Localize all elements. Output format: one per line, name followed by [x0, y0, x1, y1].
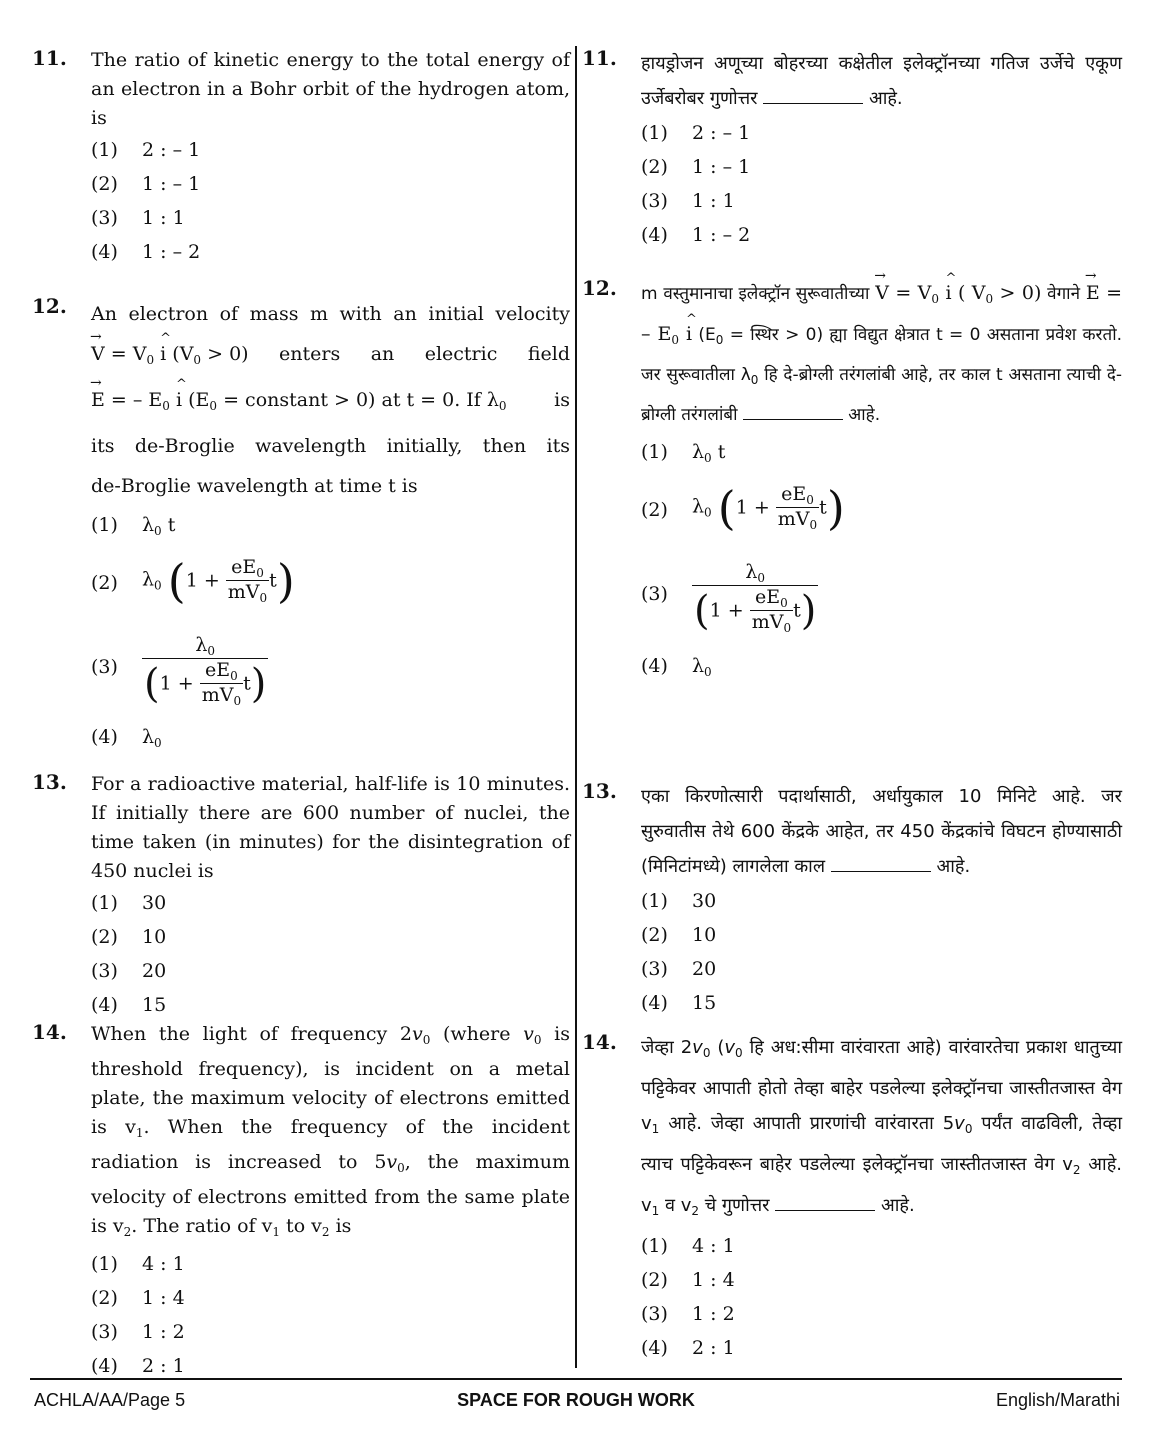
- option-number: (3): [641, 958, 668, 980]
- options: [91, 512, 570, 758]
- option: [641, 653, 1122, 687]
- option-number: (3): [91, 207, 118, 229]
- option-number: (3): [641, 190, 668, 212]
- option: [641, 1335, 1122, 1369]
- option: [641, 922, 1122, 956]
- option: [91, 1353, 570, 1387]
- option-value: 1 : 2: [692, 1303, 735, 1325]
- option: [641, 561, 1122, 653]
- option-value: 1 : – 1: [142, 173, 201, 195]
- option-number: (4): [641, 1337, 668, 1359]
- q12-line2: [91, 334, 570, 380]
- option: [91, 924, 570, 958]
- options: [641, 120, 1122, 256]
- q12-line4: its de-Broglie wavelength initially, then its: [91, 435, 570, 457]
- option: [91, 239, 570, 273]
- options: [91, 890, 570, 1026]
- option-value: 1 : 1: [692, 190, 735, 212]
- options: [91, 1251, 570, 1387]
- question-13-mr: [580, 779, 1122, 1024]
- option: [641, 120, 1122, 154]
- word: electric: [424, 343, 498, 365]
- option: [91, 1251, 570, 1285]
- question-number: 11.: [32, 46, 67, 70]
- word: an: [370, 343, 395, 365]
- option-number: (3): [91, 656, 118, 678]
- question-11-mr: [580, 46, 1122, 256]
- option: [641, 154, 1122, 188]
- option: [91, 958, 570, 992]
- option-number: (1): [641, 890, 668, 912]
- option-number: (1): [641, 1235, 668, 1257]
- column-divider: [575, 46, 577, 1368]
- option-value: 4 : 1: [692, 1235, 735, 1257]
- option-number: (1): [91, 139, 118, 161]
- footer-rule: [30, 1378, 1122, 1380]
- option-value: 1 : – 1: [692, 156, 751, 178]
- question-text: जेव्हा $2v_0$ ($v_0$ हि अध:सीमा वारंवारता आहे) वारंवारतेचा प्रकाश धातुच्या पट्टिकेवर आपाती होतो तेव्हा बाहेर पडलेल्या इलेक्ट्रॉनचा जास्तीतजास्त वेग $v_1$ आहे. जेव्हा आपाती प्रारणांची वारंवारता $5v_0$ पर्यंत वाढविली, तेव्हा त्याच पट्टिकेवरून बाहेर पडलेल्या इलेक्ट्रॉनचा जास्तीतजास्त वेग $v_2$ आहे. $v_1$ व $v_2$ चे गुणोत्तर आहे.: [641, 1037, 1123, 1218]
- option-value: 2 : – 1: [142, 139, 201, 161]
- option: [641, 188, 1122, 222]
- option: [641, 990, 1122, 1024]
- question-number: 14.: [582, 1030, 617, 1054]
- page-code: ACHLA/AA/Page 5: [34, 1390, 186, 1410]
- option: [91, 724, 570, 758]
- option-value: $\lambda_0$ (1 + $\frac{eE_0}{mV_0}$ t): [142, 553, 295, 608]
- option: [91, 171, 570, 205]
- question-number: 14.: [32, 1020, 67, 1044]
- option-value: 30: [142, 892, 167, 914]
- option: [641, 1233, 1122, 1267]
- option-value: 2 : 1: [692, 1337, 735, 1359]
- option-value: 1 : 4: [692, 1269, 735, 1291]
- option: [641, 888, 1122, 922]
- question-number: 12.: [32, 294, 67, 318]
- language-label: English/Marathi: [995, 1390, 1120, 1410]
- question-text: [91, 294, 570, 506]
- option-number: (4): [91, 241, 118, 263]
- option-number: (4): [641, 655, 668, 677]
- question-12-mr: [580, 276, 1122, 687]
- question-number: 11.: [582, 46, 617, 70]
- option-number: (1): [641, 441, 668, 463]
- option-number: (2): [641, 1269, 668, 1291]
- option-number: (4): [641, 224, 668, 246]
- question-text: The ratio of kinetic energy to the total energy of an electron in a Bohr orbit of the hydrogen atom, is: [91, 49, 570, 129]
- question-11-en: [30, 46, 570, 273]
- option: [91, 1319, 570, 1353]
- option-number: (2): [641, 156, 668, 178]
- velocity-vector: → $V = V_0$ ^ i $(V_0 > 0)$: [91, 334, 249, 380]
- option-number: (4): [641, 992, 668, 1014]
- option-number: (2): [91, 1287, 118, 1309]
- option-value: 2 : – 1: [692, 122, 751, 144]
- field-vector: → E = – $E_0$ ^ i ($E_0$ = constant > 0) at t = 0. If $\lambda_0$: [91, 380, 507, 426]
- option-value: 30: [692, 890, 717, 912]
- option: [641, 480, 1122, 561]
- q12-line5: de-Broglie wavelength at time t is: [91, 475, 418, 497]
- q12-line3: [91, 380, 570, 426]
- option-number: (2): [91, 572, 118, 594]
- option: [91, 205, 570, 239]
- word: is: [554, 389, 570, 411]
- option-number: (3): [641, 583, 668, 605]
- option-number: (2): [91, 926, 118, 948]
- option: [91, 553, 570, 634]
- option-value: 2 : 1: [142, 1355, 185, 1377]
- question-13-en: [30, 770, 570, 1026]
- option-value: 15: [692, 992, 717, 1014]
- option: [641, 1267, 1122, 1301]
- options: [91, 137, 570, 273]
- option-value: 1 : – 2: [692, 224, 751, 246]
- option-value: $\lambda_0$ t: [692, 441, 726, 465]
- option-number: (3): [91, 1321, 118, 1343]
- option: [91, 634, 570, 724]
- word: enters: [279, 343, 341, 365]
- question-text: When the light of frequency $2v_0$ (where $v_0$ is threshold frequency), is incident on a metal plate, the maximum velocity of electrons emitted is $v_1$. When the frequency of the incident radiation is increased to $5v_0$, the maximum velocity of electrons emitted from the same plate is $v_2$. The ratio of $v_1$ to $v_2$ is: [91, 1023, 571, 1239]
- option-number: (4): [91, 726, 118, 748]
- option: [641, 1301, 1122, 1335]
- option-number: (3): [641, 1303, 668, 1325]
- option-number: (4): [91, 1355, 118, 1377]
- option-number: (2): [641, 924, 668, 946]
- option-value: 10: [142, 926, 167, 948]
- option-number: (1): [91, 1253, 118, 1275]
- options: [641, 1233, 1122, 1369]
- option-value: 10: [692, 924, 717, 946]
- option: [91, 890, 570, 924]
- options: [641, 888, 1122, 1024]
- option: [641, 439, 1122, 483]
- question-14-en: [30, 1020, 570, 1387]
- option-number: (4): [91, 994, 118, 1016]
- option-value: 1 : – 2: [142, 241, 201, 263]
- question-14-mr: [580, 1030, 1122, 1369]
- option-number: (2): [91, 173, 118, 195]
- rough-work-label: SPACE FOR ROUGH WORK: [457, 1390, 695, 1410]
- option-value: 1 : 1: [142, 207, 185, 229]
- options: [641, 439, 1122, 687]
- option-value: $\lambda_0$ (1 + $\frac{eE_0}{mV_0}$ t): [144, 634, 267, 708]
- question-text: m वस्तुमानाचा इलेक्ट्रॉन सुरूवातीच्या → $V = V_0$ ^ i ( $V_0 > 0$) वेगाने → E = – $E_0$ ^ i ($E_0$ = स्थिर > 0) ह्या विद्युत क्षेत्रात t = 0 असताना प्रवेश करतो. जर सुरूवातीला $\lambda_0$ हि दे-ब्रोग्ली तरंगलांबी आहे, तर काल t असताना त्याची दे-ब्रोग्ली तरंगलांबी आहे.: [641, 276, 1122, 433]
- option-value: $\lambda_0$: [142, 726, 162, 750]
- option: [641, 222, 1122, 256]
- q12-line1: An electron of mass m with an initial velocity: [91, 303, 570, 325]
- option-value: $\lambda_0$: [692, 655, 712, 679]
- question-number: 12.: [582, 276, 617, 300]
- option-number: (1): [91, 892, 118, 914]
- option: [91, 1285, 570, 1319]
- question-text: एका किरणोत्सारी पदार्थासाठी, अर्धायुकाल 10 मिनिटे आहे. जर सुरुवातीस तेथे 600 केंद्रके आहेत, तर 450 केंद्रकांचे विघटन होण्यासाठी (मिनिटांमध्ये) लागलेला काल आहे.: [641, 786, 1122, 877]
- option-value: $\lambda_0$ t: [142, 514, 176, 538]
- option: [91, 512, 570, 556]
- option-value: 15: [142, 994, 167, 1016]
- option-value: $\lambda_0$ (1 + $\frac{eE_0}{mV_0}$ t): [692, 480, 845, 535]
- option-number: (1): [641, 122, 668, 144]
- option-value: 20: [142, 960, 167, 982]
- option-value: 20: [692, 958, 717, 980]
- question-number: 13.: [582, 779, 617, 803]
- option: [641, 956, 1122, 990]
- question-number: 13.: [32, 770, 67, 794]
- option-value: 4 : 1: [142, 1253, 185, 1275]
- question-text: For a radioactive material, half-life is 10 minutes. If initially there are 600 number of nuclei, the time taken (in minutes) for the disintegration of 450 nuclei is: [91, 773, 570, 882]
- question-text: हायड्रोजन अणूच्या बोहरच्या कक्षेतील इलेक्ट्रॉनच्या गतिज उर्जेचे एकूण उर्जेबरोबर गुणोत्तर आहे.: [641, 53, 1122, 109]
- option-number: (3): [91, 960, 118, 982]
- option-value: 1 : 2: [142, 1321, 185, 1343]
- option: [91, 137, 570, 171]
- question-12-en: [30, 294, 570, 758]
- option-number: (2): [641, 499, 668, 521]
- word: field: [527, 343, 570, 365]
- option-number: (1): [91, 514, 118, 536]
- option-value: 1 : 4: [142, 1287, 185, 1309]
- option-value: $\lambda_0$ (1 + $\frac{eE_0}{mV_0}$ t): [694, 561, 817, 635]
